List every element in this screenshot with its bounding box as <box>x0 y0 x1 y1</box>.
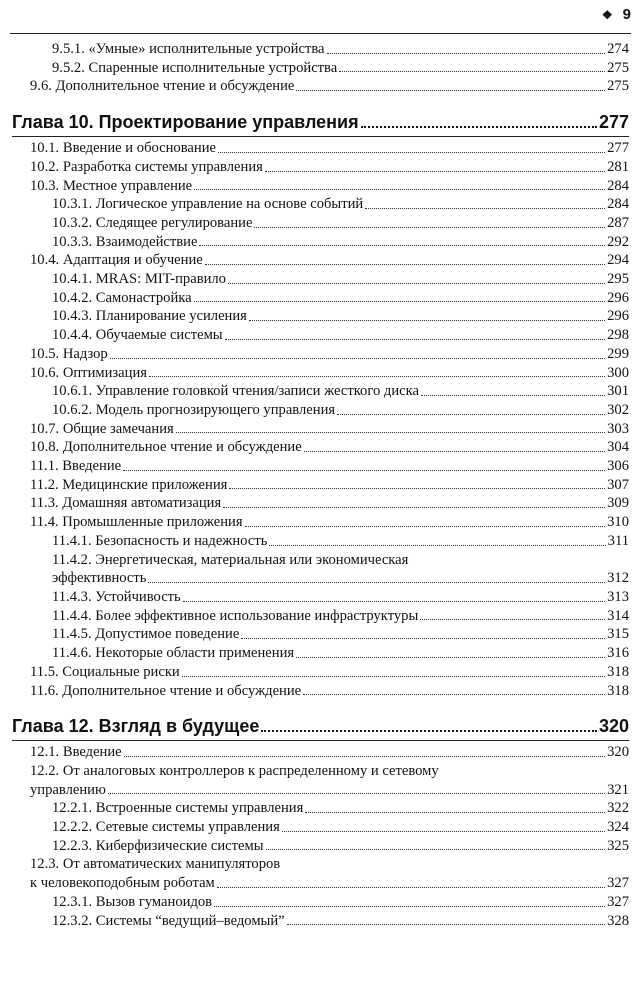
toc-entry-label: 12.1. Введение <box>30 744 122 761</box>
toc-entry <box>12 158 629 177</box>
chapter-rule <box>12 740 629 741</box>
toc-entry <box>12 513 629 532</box>
leader-dots <box>199 245 605 246</box>
toc-entry-page: 275 <box>607 59 629 76</box>
toc-entry <box>12 40 629 59</box>
toc-entry <box>12 457 629 476</box>
toc-entry <box>12 382 629 401</box>
toc-entry-label: 11.5. Социальные риски <box>30 663 180 680</box>
leader-dots <box>217 887 605 888</box>
leader-dots <box>269 545 605 546</box>
leader-dots <box>261 730 597 732</box>
toc-entry <box>12 893 629 912</box>
diamond-ornament-icon: ❖ <box>601 7 613 22</box>
header-rule <box>10 33 631 34</box>
toc-entry-label: 11.3. Домашняя автоматизация <box>30 495 222 512</box>
chapter-rule <box>12 136 629 137</box>
toc-entry <box>12 438 629 457</box>
toc-entry-page: 304 <box>607 439 629 456</box>
toc-entry-page: 321 <box>607 781 629 798</box>
toc-entry-page: 292 <box>607 233 629 250</box>
leader-dots <box>266 849 606 850</box>
toc-entry-page: 298 <box>607 327 629 344</box>
toc-entry-page: 281 <box>607 158 629 175</box>
leader-dots <box>225 339 606 340</box>
toc-entry-label: 11.6. Дополнительное чтение и обсуждение <box>30 682 302 699</box>
leader-dots <box>365 208 605 209</box>
toc-entry-page: 306 <box>607 458 629 475</box>
toc-entry-page: 312 <box>607 570 629 587</box>
page-number-area <box>602 6 631 23</box>
toc-entry-page: 327 <box>607 893 629 910</box>
leader-dots <box>182 676 605 677</box>
table-of-contents <box>12 40 629 930</box>
chapter-10-entries <box>12 139 629 550</box>
toc-entry <box>12 195 629 214</box>
toc-entry-label: 9.5.2. Спаренные исполнительные устройства <box>52 59 338 76</box>
toc-entry-label: 12.2.2. Сетевые системы управления <box>52 819 280 836</box>
chapter-10-entries-after <box>12 588 629 700</box>
toc-entry-label: 11.4.1. Безопасность и надежность <box>52 532 268 549</box>
toc-entry-page: 275 <box>607 78 629 95</box>
toc-entry <box>12 663 629 682</box>
toc-entry-label: 12.2.1. Встроенные системы управления <box>52 800 304 817</box>
leader-dots <box>183 601 605 602</box>
toc-entry-page: 328 <box>607 912 629 929</box>
toc-entry <box>12 818 629 837</box>
toc-entry <box>12 912 629 931</box>
leader-dots <box>228 283 605 284</box>
chapter-page: 320 <box>598 716 629 737</box>
leader-dots <box>214 906 605 907</box>
toc-entry-wrapped <box>12 762 629 799</box>
toc-entry-page: 295 <box>607 271 629 288</box>
chapter-10-heading <box>12 110 629 134</box>
toc-entry-label: 11.4.5. Допустимое поведение <box>52 626 240 643</box>
leader-dots <box>108 793 605 794</box>
leader-dots <box>149 376 605 377</box>
toc-entry-page: 302 <box>607 401 629 418</box>
toc-entry-page: 277 <box>607 140 629 157</box>
toc-entry <box>12 682 629 701</box>
leader-dots <box>124 756 605 757</box>
toc-top-section <box>12 40 629 96</box>
toc-entry-label: 11.4.6. Некоторые области применения <box>52 645 295 662</box>
toc-entry <box>12 59 629 78</box>
toc-entry-page: 311 <box>607 532 629 549</box>
toc-entry-page: 296 <box>607 289 629 306</box>
leader-dots <box>305 812 605 813</box>
leader-dots <box>176 432 605 433</box>
toc-entry <box>12 289 629 308</box>
toc-entry <box>12 326 629 345</box>
toc-entry-label: 11.4. Промышленные приложения <box>30 514 243 531</box>
toc-entry <box>12 214 629 233</box>
toc-entry <box>12 532 629 551</box>
leader-dots <box>254 227 605 228</box>
toc-entry-label: 9.6. Дополнительное чтение и обсуждение <box>30 78 295 95</box>
toc-entry-label: 11.4.4. Более эффективное использование инфраструктуры <box>52 607 419 624</box>
toc-entry <box>12 837 629 856</box>
toc-entry <box>12 607 629 626</box>
toc-entry-label: 10.3.1. Логическое управление на основе событий <box>52 196 364 213</box>
toc-entry-label: 11.1. Введение <box>30 458 122 475</box>
toc-entry-label: 12.2.3. Киберфизические системы <box>52 837 264 854</box>
toc-entry-line2: управлению <box>30 781 106 798</box>
chapter-title: Глава 10. Проектирование управления <box>12 112 359 133</box>
toc-entry-page: 325 <box>607 837 629 854</box>
toc-entry-wrapped <box>12 855 629 892</box>
toc-entry-page: 299 <box>607 345 629 362</box>
toc-entry <box>12 77 629 96</box>
leader-dots <box>282 831 605 832</box>
leader-dots <box>249 320 605 321</box>
toc-entry-line2: к человекоподобным роботам <box>30 875 215 892</box>
toc-entry-line1: 11.4.2. Энергетическая, материальная или экономическая <box>52 551 409 568</box>
leader-dots <box>218 152 605 153</box>
toc-entry-label: 10.3.3. Взаимодействие <box>52 233 198 250</box>
leader-dots <box>245 526 606 527</box>
toc-entry <box>12 494 629 513</box>
toc-entry-label: 10.3.2. Следящее регулирование <box>52 214 253 231</box>
toc-entry <box>12 743 629 762</box>
toc-entry-label: 9.5.1. «Умные» исполнительные устройства <box>52 41 325 57</box>
leader-dots <box>420 619 605 620</box>
leader-dots <box>123 470 605 471</box>
toc-entry-page: 314 <box>607 607 629 624</box>
toc-entry-label: 11.2. Медицинские приложения <box>30 476 228 493</box>
leader-dots <box>194 189 605 190</box>
toc-entry-label: 10.8. Дополнительное чтение и обсуждение <box>30 439 302 456</box>
toc-entry-page: 316 <box>607 645 629 662</box>
leader-dots <box>421 395 605 396</box>
toc-entry <box>12 307 629 326</box>
chapter-title: Глава 12. Взгляд в будущее <box>12 716 260 737</box>
toc-entry-page: 284 <box>607 196 629 213</box>
toc-entry-label: 10.4.1. MRAS: MIT-правило <box>52 271 226 288</box>
toc-entry-label: 10.4.3. Планирование усиления <box>52 308 247 325</box>
page-number: 9 <box>622 6 631 23</box>
toc-entry <box>12 476 629 495</box>
toc-entry-label: 11.4.3. Устойчивость <box>52 588 181 605</box>
toc-entry-page: 318 <box>607 682 629 699</box>
toc-entry-page: 315 <box>607 626 629 643</box>
leader-dots <box>229 488 605 489</box>
toc-entry-label: 12.3.2. Системы “ведущий–ведомый” <box>52 912 285 929</box>
toc-entry-page: 327 <box>607 875 629 892</box>
toc-entry <box>12 644 629 663</box>
toc-entry-line1: 12.2. От аналоговых контроллеров к распределенному и сетевому <box>30 762 439 779</box>
toc-entry-label: 10.1. Введение и обоснование <box>30 140 217 157</box>
toc-entry <box>12 420 629 439</box>
toc-entry-page: 294 <box>607 252 629 269</box>
toc-entry-page: 320 <box>607 744 629 761</box>
leader-dots <box>148 582 605 583</box>
toc-entry-page: 309 <box>607 495 629 512</box>
toc-entry <box>12 401 629 420</box>
toc-entry <box>12 177 629 196</box>
toc-entry <box>12 588 629 607</box>
toc-entry-page: 318 <box>607 663 629 680</box>
chapter-page: 277 <box>598 112 629 133</box>
toc-entry-page: 322 <box>607 800 629 817</box>
toc-entry <box>12 799 629 818</box>
toc-entry <box>12 233 629 252</box>
toc-entry-label: 10.3. Местное управление <box>30 177 193 194</box>
toc-entry-page: 296 <box>607 308 629 325</box>
leader-dots <box>304 451 605 452</box>
toc-entry-label: 10.4. Адаптация и обучение <box>30 252 203 269</box>
toc-entry-page: 307 <box>607 476 629 493</box>
toc-entry <box>12 270 629 289</box>
leader-dots <box>337 414 605 415</box>
leader-dots <box>296 90 605 91</box>
toc-entry-page: 303 <box>607 420 629 437</box>
toc-entry-page: 287 <box>607 214 629 231</box>
leader-dots <box>303 694 605 695</box>
toc-entry <box>12 625 629 644</box>
toc-entry-page: 284 <box>607 177 629 194</box>
toc-entry-wrapped <box>12 551 629 588</box>
leader-dots <box>223 507 605 508</box>
toc-entry-label: 10.6.1. Управление головкой чтения/записи жесткого диска <box>52 383 419 400</box>
toc-entry-label: 10.4.2. Самонастройка <box>52 289 192 306</box>
leader-dots <box>361 126 597 128</box>
page-header <box>0 0 641 34</box>
toc-entry-page: 300 <box>607 364 629 381</box>
toc-entry-label: 10.7. Общие замечания <box>30 420 174 437</box>
toc-entry <box>12 364 629 383</box>
leader-dots <box>287 924 605 925</box>
toc-entry-page: 301 <box>607 383 629 400</box>
leader-dots <box>241 638 605 639</box>
toc-entry-label: 10.2. Разработка системы управления <box>30 158 263 175</box>
toc-entry <box>12 345 629 364</box>
toc-entry-label: 10.5. Надзор <box>30 345 108 362</box>
leader-dots <box>265 171 605 172</box>
toc-entry-page: 313 <box>607 588 629 605</box>
chapter-12-heading <box>12 714 629 738</box>
toc-entry-label: 10.6.2. Модель прогнозирующего управления <box>52 401 336 418</box>
leader-dots <box>296 657 605 658</box>
leader-dots <box>205 264 605 265</box>
toc-entry-label: 10.6. Оптимизация <box>30 364 147 381</box>
toc-entry-label: 12.3.1. Вызов гуманоидов <box>52 893 213 910</box>
toc-entry <box>12 251 629 270</box>
toc-entry-page: 310 <box>607 514 629 531</box>
toc-entry-label: 10.4.4. Обучаемые системы <box>52 327 223 344</box>
toc-entry-line1: 12.3. От автоматических манипуляторов <box>30 856 281 873</box>
toc-entry-page: 324 <box>607 819 629 836</box>
toc-entry <box>12 139 629 158</box>
leader-dots <box>110 358 605 359</box>
toc-entry-page: 274 <box>607 41 629 57</box>
toc-entry-line2: эффективность <box>52 570 147 587</box>
leader-dots <box>327 53 606 54</box>
leader-dots <box>339 71 605 72</box>
leader-dots <box>194 301 606 302</box>
